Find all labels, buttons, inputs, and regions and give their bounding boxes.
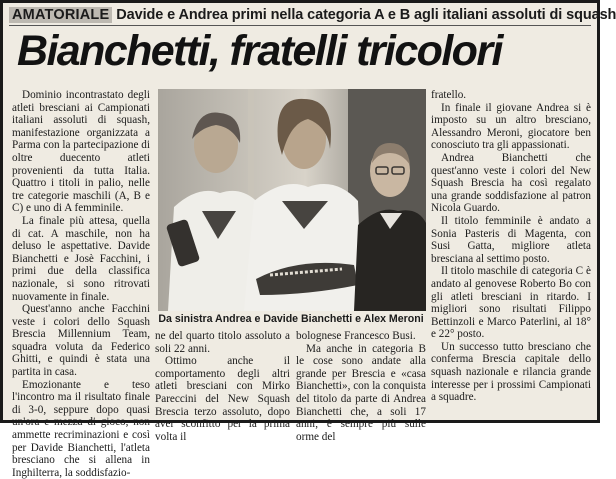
text-column-2 <box>155 330 290 443</box>
text-column-4 <box>431 89 591 421</box>
section-tag: AMATORIALE <box>9 7 112 23</box>
article-photo <box>158 89 426 311</box>
paragraph: Dominio incontrastato degli atleti bresciani ai Campionati italiani assoluti di squash, manifestazione organizzata a Parma con la partecipazione di oltre duecento atleti provenienti da tutta Italia. Quattro i titoli in palio, nelle tre categorie maschili (A, B e C) e uno di A femminile. <box>12 89 150 215</box>
paragraph: Un successo tutto bresciano che conferma Brescia capitale dello squash nazionale e rilancia grande interesse per i prossimi Campionati a squadre. <box>431 340 591 404</box>
paragraph: bolognese Francesco Busi. <box>296 330 416 342</box>
paragraph: Emozionante e teso l'incontro ma il risultato finale di 3-0, seppure dopo quasi un'ora e mezza di gioco, non ammette recriminazioni e così per Davide Bianchetti, l'atleta bresciano che si allena in Inghilterra, la soddisfazio- <box>12 378 150 479</box>
paragraph: Quest'anno anche Facchini veste i colori dello Squash Brescia Millennium Team, squadra voluta da Federico Ghitti, e quindi è stata una partita in casa. <box>12 303 150 379</box>
paragraph: La finale più attesa, quella di cat. A maschile, non ha deluso le aspettative. Davide Bianchetti e Josè Facchini, i primi due della classifica nazionale, si sono ritrovati nuovamente in finale. <box>12 214 150 303</box>
headline: Bianchetti, fratelli tricolori <box>17 27 502 75</box>
paragraph: Ma anche in categoria B le cose sono andate alla grande per Brescia e «casa Bianchetti», con la conquista del titolo da parte di Andrea Bianchetti che, a soli 17 anni, è sempre più sulle orme del <box>296 342 426 443</box>
photo-caption: Da sinistra Andrea e Davide Bianchetti e Alex Meroni <box>158 313 424 325</box>
paragraph: Ottimo anche il comportamento degli altri atleti bresciani con Mirko Pareccini del New Squash Brescia terzo assoluto, dopo aver sconfitto per la prima volta il <box>155 355 290 443</box>
kicker-rule <box>9 25 591 26</box>
text-column-1 <box>12 89 150 479</box>
kicker-text: Davide e Andrea primi nella categoria A e B agli italiani assoluti di squash <box>116 7 616 23</box>
paragraph: Il titolo femminile è andato a Sonia Pasteris di Magenta, con Susi Gatta, migliore atleta bresciana al settimo posto. <box>431 214 591 265</box>
paragraph: Andrea Bianchetti che quest'anno veste i colori del New Squash Brescia ha così regalato una grande soddisfazione al patron Nicola Guardo. <box>431 151 591 215</box>
paragraph: In finale il giovane Andrea si è imposto su un altro bresciano, Alessandro Meroni, giocatore ben conosciuto tra gli appassionati. <box>431 101 591 152</box>
paragraph: Il titolo maschile di categoria C è andato al genovese Roberto Bo con gli atleti bresciani in ritardo. I migliori sono risultati Filippo Bettinzoli e Marco Paterlini, al 18° e 22° posto. <box>431 265 591 341</box>
text-column-3 <box>296 330 426 443</box>
paragraph: ne del quarto titolo assoluto a soli 22 anni. <box>155 330 290 355</box>
photo-illustration <box>158 89 426 311</box>
paragraph: fratello. <box>431 89 467 101</box>
